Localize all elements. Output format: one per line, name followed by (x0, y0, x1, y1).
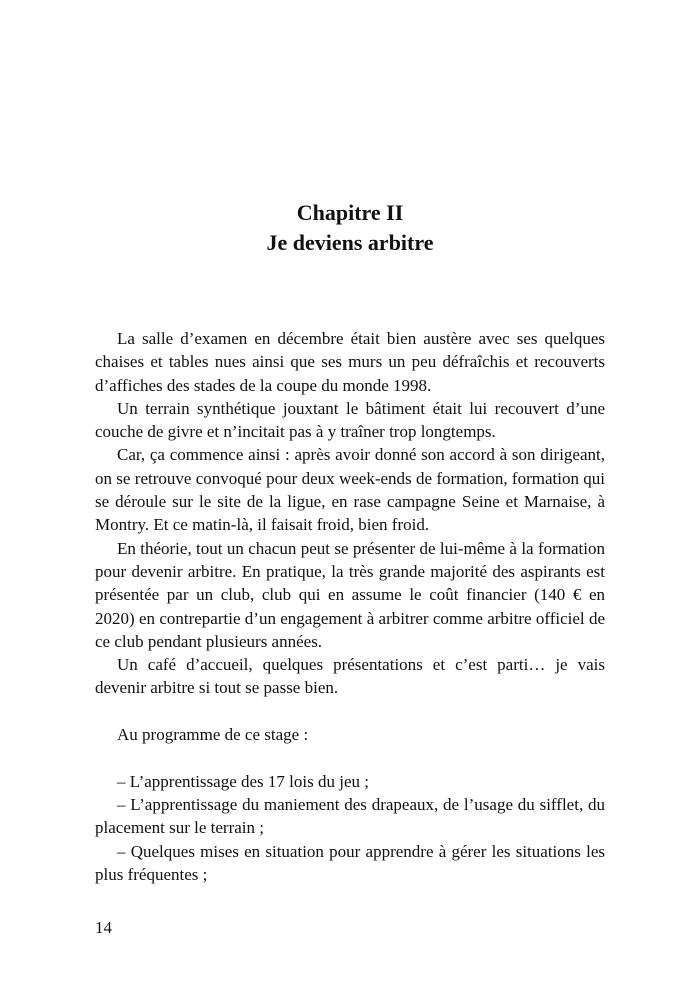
paragraph: Un terrain synthétique jouxtant le bâtiment était lui recouvert d’une couche de givre et n’incitait pas à y traîner trop longtemps. (95, 398, 605, 442)
page-number: 14 (95, 918, 112, 937)
paragraph: En théorie, tout un chacun peut se présenter de lui-même à la formation pour devenir arbitre. En pratique, la très grande majorité des aspirants est présentée par un club, club qui en assume le coût financier (140 € en 2020) en contrepartie d’un engagement à arbitrer comme arbitre officiel de ce club pendant plusieurs années. (95, 538, 605, 651)
chapter-heading (0, 198, 700, 258)
paragraph: Car, ça commence ainsi : après avoir donné son accord à son dirigeant, on se retrouve convoqué pour deux week-ends de formation, formation qui se déroule sur le site de la ligue, en rase campagne Seine et Marnaise, à Montry. Et ce matin-là, il faisait froid, bien froid. (95, 445, 605, 535)
blank-line (95, 746, 605, 769)
paragraph: Un café d’accueil, quelques présentations et c’est parti… je vais devenir arbitre si tout se passe bien. (95, 655, 605, 698)
program-item: – L’apprentissage des 17 lois du jeu ; (117, 771, 369, 791)
paragraph: La salle d’examen en décembre était bien austère avec ses quelques chaises et tables nues ainsi que ses murs un peu défraîchis et recouverts d’affiches des stades de la coupe du monde 1998. (95, 329, 605, 395)
chapter-body (95, 327, 605, 886)
program-list (95, 770, 605, 886)
chapter-number: Chapitre II (296, 200, 404, 225)
program-intro: Au programme de ce stage : (117, 725, 309, 745)
chapter-title: Je deviens arbitre (266, 230, 434, 255)
program-item: – L’apprentissage du maniement des drapeaux, de l’usage du sifflet, du placement sur le terrain ; (95, 794, 605, 838)
program-item: – Quelques mises en situation pour apprendre à gérer les situations les plus fréquentes ; (95, 841, 605, 884)
blank-line (95, 700, 605, 723)
